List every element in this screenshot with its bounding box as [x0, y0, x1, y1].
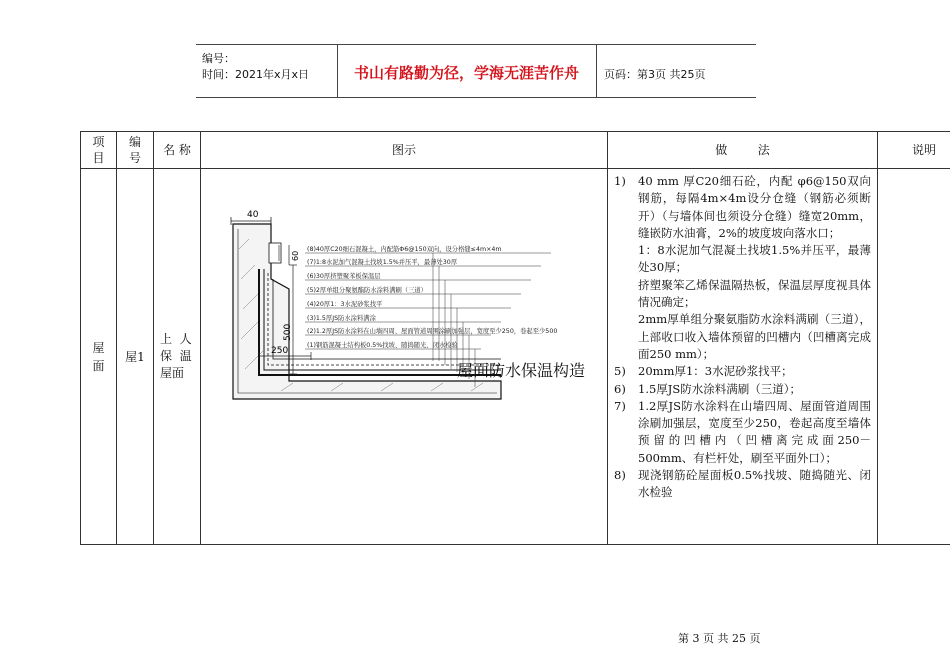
layer-3-label: (3)1.5厚JS防水涂料满涂: [307, 315, 376, 322]
table-row: [81, 169, 950, 545]
layer-5-label: (5)2厚单组分聚氨酯防水涂料满刷（三道）: [307, 287, 427, 294]
roof-detail-figure: [201, 169, 608, 545]
table-header-row: [81, 132, 950, 169]
dim-40-label: 40: [247, 210, 259, 220]
figure-caption: 屋面防水保温构造: [457, 361, 586, 380]
method-item: [614, 398, 871, 467]
method-item: [614, 311, 871, 363]
dim-250-label: 250: [271, 346, 289, 356]
dim-500-label: 500: [283, 323, 293, 341]
header-figure: 图示: [201, 132, 608, 169]
document-header: [196, 44, 756, 98]
layer-2-label: (2)1.2厚JS防水涂料在山墙四周、屋面管道周围涂刷加强层，宽度至少250，卷起至少500: [307, 328, 558, 335]
method-list: [614, 173, 871, 502]
header-page-cell: [596, 45, 756, 97]
method-item: [614, 173, 871, 242]
method-item-text: 2mm厚单组分聚氨脂防水涂料满刷（三道），上部收口收入墙体预留的凹槽内（凹槽离完成面250 mm）；: [638, 312, 871, 361]
row-note: [878, 169, 950, 545]
method-item-text: 1.2厚JS防水涂料在山墙四周、屋面管道周围涂刷加强层，宽度至少250，卷起高度至墙体预留的凹槽内（凹槽离完成面250－500mm、有栏杆处，刷至平面外口）；: [638, 398, 871, 465]
method-item-number: 5): [614, 364, 626, 379]
layer-7-label: (7)1:8水泥加气混凝土找坡1.5%并压平，最薄处30厚: [307, 259, 458, 266]
method-item-text: 1.5厚JS防水涂料满刷（三道）；: [638, 381, 802, 396]
method-item-number: [614, 277, 638, 312]
header-item: 项 目: [81, 132, 117, 169]
dim-60-label: 60: [291, 250, 300, 261]
method-item-number: 7): [614, 398, 626, 413]
method-item: [614, 363, 871, 380]
row-code: 屋1: [117, 169, 154, 545]
number-label: 编号：: [202, 52, 235, 65]
layer-6-label: (6)30厚挤塑聚苯板保温层: [307, 273, 381, 280]
method-item-number: 8): [614, 468, 626, 483]
roof-section-drawing: [201, 169, 608, 538]
time-label: 时间：2021年x月x日: [202, 68, 310, 81]
page-label: 页码：第3页 共25页: [604, 68, 706, 81]
method-item-number: [614, 242, 638, 277]
method-item: [614, 277, 871, 312]
header-note: 说明: [878, 132, 950, 169]
header-method: 做 法: [608, 132, 878, 169]
header-code: 编 号: [117, 132, 154, 169]
header-meta-cell: [196, 45, 338, 97]
method-item: [614, 242, 871, 277]
layer-4-label: (4)20厚1：3水泥砂浆找平: [307, 301, 383, 308]
construction-table: [80, 131, 950, 545]
page-footer: 第 3 页 共 25 页: [678, 632, 761, 645]
method-item-text: 40 mm 厚C20细石砼，内配 φ6@150双向钢筋，每隔4m×4m设分仓缝（钢筋必须断开）（与墙体间也须设分仓缝）缝宽20mm，缝嵌防水油膏，2%的坡度坡向落水口；: [638, 174, 871, 240]
row-name: 上 人 保 温 屋面: [154, 169, 201, 545]
method-item: [614, 467, 871, 502]
method-item-text: 20mm厚1：3水泥砂浆找平；: [638, 364, 793, 379]
method-item-text: 挤塑聚笨乙烯保温隔热板，保温层厚度视具体情况确定；: [638, 277, 871, 310]
method-item-number: 6): [614, 381, 626, 396]
motto-text: 书山有路勤为径，学海无涯苦作舟: [353, 64, 579, 82]
layer-1-label: (1)钢筋混凝土结构板0.5%找坡、随捣随光、闭水检验: [307, 342, 458, 349]
row-item: 屋 面: [81, 169, 117, 545]
method-item-text: 现浇钢筋砼屋面板0.5%找坡、随捣随光、闭水检验: [638, 468, 871, 500]
method-item-number: 1): [614, 174, 626, 188]
method-cell: [608, 169, 878, 545]
header-motto-cell: [337, 45, 597, 97]
layer-8-label: (8)40厚C20细石混凝土，内配筋Φ6@150双向，设分格缝≤4m×4m: [307, 246, 502, 253]
method-item: [614, 381, 871, 398]
header-name: 名 称: [154, 132, 201, 169]
method-item-text: 1：8水泥加气混凝土找坡1.5%并压平，最薄处30厚；: [638, 243, 871, 275]
method-item-number: [614, 311, 638, 363]
